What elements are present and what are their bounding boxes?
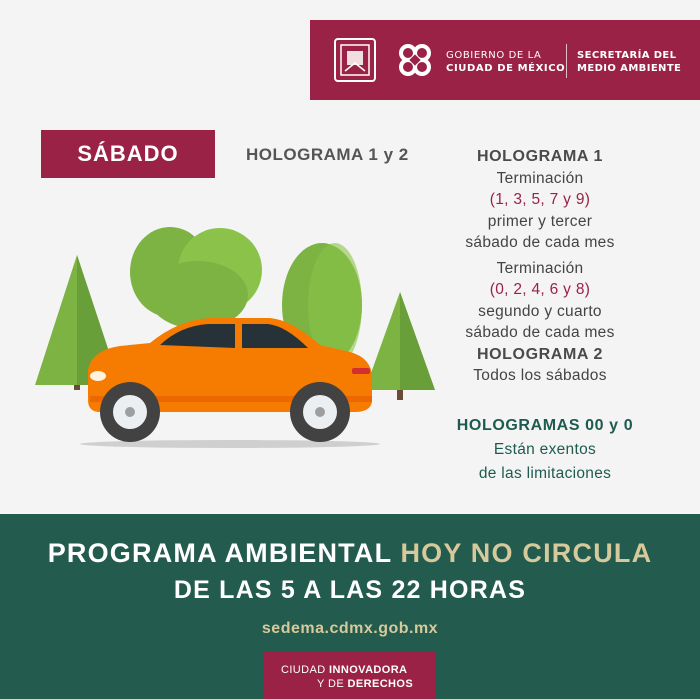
ending-label-1: Terminación [496, 169, 584, 187]
government-name [446, 49, 566, 75]
program-hours: DE LAS 5 A LAS 22 HORAS [173, 576, 527, 604]
slogan-part-a: CIUDAD [281, 664, 326, 676]
weeks-1b: sábado de cada mes [465, 234, 615, 251]
day-badge: SÁBADO [41, 130, 215, 178]
exempt-line-2: de las limitaciones [478, 465, 612, 482]
sec-line-1: SECRETARÍA DEL [577, 50, 677, 61]
ending-digits-2: (0, 2, 4, 6 y 8) [489, 281, 591, 298]
slogan-part-b: INNOVADORA [329, 664, 408, 676]
car-trees-illustration [30, 200, 440, 460]
hologram-schedule [440, 146, 640, 387]
slogan-part-d: DERECHOS [347, 678, 414, 690]
weeks-1a: primer y tercer [487, 212, 593, 230]
ending-digits-1: (1, 3, 5, 7 y 9) [489, 191, 591, 208]
ending-label-2: Terminación [496, 259, 584, 277]
exempt-title: HOLOGRAMAS 00 y 0 [456, 417, 634, 434]
gov-line-1: GOBIERNO DE LA [446, 50, 542, 61]
hologram-1-title: HOLOGRAMA 1 [476, 148, 603, 165]
sec-line-2: MEDIO AMBIENTE [577, 63, 682, 74]
slogan-part-c: Y DE [317, 678, 345, 690]
hologram-2-rule: Todos los sábados [473, 367, 607, 384]
cdmx-logo-icon [392, 37, 438, 83]
slogan-badge [264, 652, 436, 699]
exempt-line-1: Están exentos [493, 441, 597, 458]
secretariat-name [577, 49, 697, 75]
program-accent: HOY NO CIRCULA [400, 538, 653, 568]
pine-tree-right-icon [365, 292, 435, 400]
exempt-block [440, 414, 650, 486]
hologram-2-title: HOLOGRAMA 2 [476, 345, 603, 363]
header-divider [566, 44, 567, 78]
coat-of-arms-icon [333, 37, 377, 83]
program-title [0, 538, 700, 569]
weeks-2a: segundo y cuarto [478, 302, 602, 320]
government-header [310, 20, 700, 100]
hologram-label: HOLOGRAMA 1 y 2 [246, 145, 409, 164]
program-name: PROGRAMA AMBIENTAL [47, 538, 392, 568]
weeks-2b: sábado de cada mes [465, 324, 615, 341]
gov-line-2: CIUDAD DE MÉXICO [446, 63, 566, 74]
website-link[interactable]: sedema.cdmx.gob.mx [261, 620, 439, 637]
